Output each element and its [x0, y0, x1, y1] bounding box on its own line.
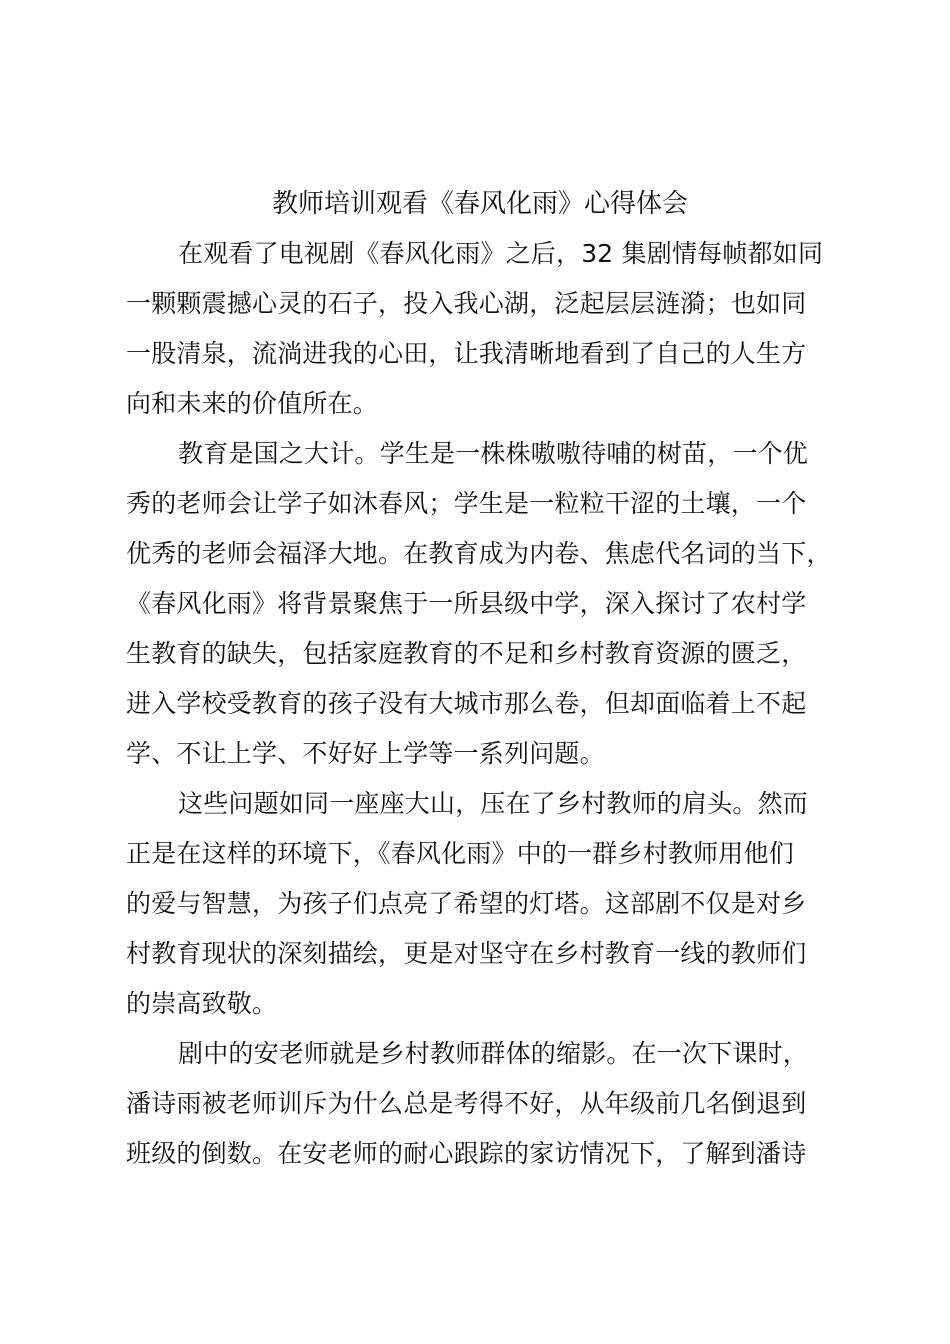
paragraph-line: 的爱与智慧，为孩子们点亮了希望的灯塔。这部剧不仅是对乡 [126, 889, 807, 918]
paragraph-line: 教育是国之大计。学生是一株株嗷嗷待哺的树苗，一个优 [178, 439, 809, 468]
paragraph-line: 的崇高致敬。 [126, 989, 278, 1018]
paragraph-line: 这些问题如同一座座大山，压在了乡村教师的肩头。然而 [178, 789, 809, 818]
paragraph-line: 一股清泉，流淌进我的心田，让我清晰地看到了自己的人生方 [126, 339, 807, 368]
paragraph-line: 一颗颗震撼心灵的石子，投入我心湖，泛起层层涟漪；也如同 [126, 289, 807, 318]
paragraph-line: 秀的老师会让学子如沐春风；学生是一粒粒干涩的土壤，一个 [126, 489, 807, 518]
paragraph-line: 学、不让上学、不好好上学等一系列问题。 [126, 739, 605, 768]
paragraph-line: 《春风化雨》将背景聚焦于一所县级中学，深入探讨了农村学 [126, 589, 807, 618]
paragraph-line: 向和未来的价值所在。 [126, 389, 379, 418]
paragraph-line: 优秀的老师会福泽大地。在教育成为内卷、焦虑代名词的当下， [126, 539, 832, 568]
paragraph-line: 村教育现状的深刻描绘，更是对坚守在乡村教育一线的教师们 [126, 939, 807, 968]
document-title: 教师培训观看《春风化雨》心得体会 [271, 189, 688, 219]
paragraph-line: 进入学校受教育的孩子没有大城市那么卷，但却面临着上不起 [126, 689, 807, 718]
paragraph-line: 正是在这样的环境下，《春风化雨》中的一群乡村教师用他们 [126, 839, 794, 868]
paragraph-line: 潘诗雨被老师训斥为什么总是考得不好，从年级前几名倒退到 [126, 1089, 807, 1118]
paragraph-line: 在观看了电视剧《春风化雨》之后，32 集剧情每帧都如同 [178, 239, 824, 268]
paragraph-line: 生教育的缺失，包括家庭教育的不足和乡村教育资源的匮乏， [126, 639, 807, 668]
paragraph-line: 班级的倒数。在安老师的耐心跟踪的家访情况下，了解到潘诗 [126, 1139, 807, 1168]
paragraph-line: 剧中的安老师就是乡村教师群体的缩影。在一次下课时， [178, 1039, 809, 1068]
